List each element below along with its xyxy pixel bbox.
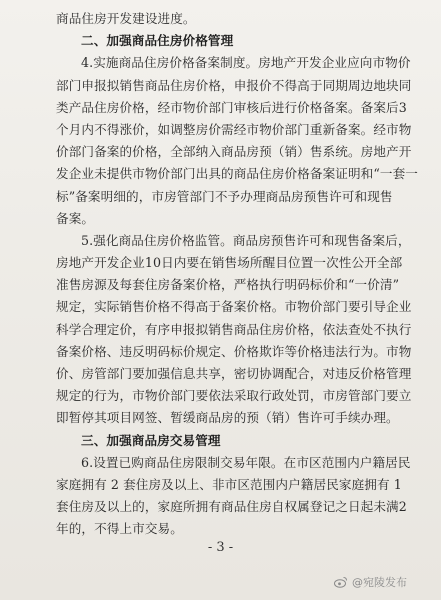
weibo-icon <box>334 576 348 588</box>
text-line: 商品住房开发建设进度。 <box>56 11 196 26</box>
text-line: 类产品住房价格，经市物价部门审核后进行价格备案。备案后3 <box>56 99 407 115</box>
text-line: 年的，不得上市交易。 <box>56 521 183 537</box>
section-heading: 三、加强商品房交易管理 <box>81 432 221 448</box>
text-line: 家庭拥有 2 套住房及以上、非市区范围内户籍居民家庭拥有 1 <box>56 476 402 492</box>
section-heading: 二、加强商品住房价格管理 <box>81 33 234 49</box>
text-line: 准售房源及每套住房备案价格，严格执行明码标价和“一价清” <box>56 277 400 293</box>
text-line: 6.设置已购商品住房限制交易年限。在市区范围内户籍居民 <box>81 454 411 470</box>
text-line: 规定的行为，市物价部门要依法采取行政处罚，市房管部门要立 <box>56 388 412 404</box>
watermark <box>334 574 407 590</box>
page-number: - 3 - <box>207 540 234 555</box>
text-line: 标”备案明细的，市房管部门不予办理商品房预售许可和现售 <box>56 188 393 204</box>
text-line: 4.实施商品住房价格备案制度。房地产开发企业应向市物价 <box>81 55 411 71</box>
watermark-text: @宛陵发布 <box>352 576 407 589</box>
text-line: 备案。 <box>56 210 95 226</box>
text-line: 规定，实际销售价格不得高于备案价格。市物价部门要引导企业 <box>56 299 412 315</box>
document-body <box>56 8 418 541</box>
text-line: 价、房管部门要加强信息共享，密切协调配合，对违反价格管理 <box>56 366 412 381</box>
text-line: 房地产开发企业10日内要在销售场所醒目位置一次性公开全部 <box>56 255 403 271</box>
text-line: 套住房及以上的，家庭所拥有商品住房自权属登记之日起未满2 <box>56 499 407 515</box>
text-line: 科学合理定价，有序申报拟销售商品住房价格，依法查处不执行 <box>56 321 412 337</box>
text-line: 即暂停其项目网签、暂缓商品房的预（销）售许可手续办理。 <box>56 410 399 426</box>
text-line: 5.强化商品住房价格监管。商品房预售许可和现售备案后， <box>81 232 411 248</box>
text-line: 价部门备案的价格，全部纳入商品房预（销）售系统。房地产开 <box>56 144 412 160</box>
text-line: 部门申报拟销售商品住房价格，申报价不得高于同期周边地块同 <box>56 77 412 93</box>
text-line: 发企业未提供市物价部门出具的商品住房价格备案证明和“一套一 <box>56 166 418 182</box>
text-line: 备案价格、违反明码标价规定、价格欺诈等价格违法行为。市物 <box>56 343 412 359</box>
text-line: 个月内不得涨价，如调整房价需经市物价部门重新备案。经市物 <box>56 121 412 137</box>
